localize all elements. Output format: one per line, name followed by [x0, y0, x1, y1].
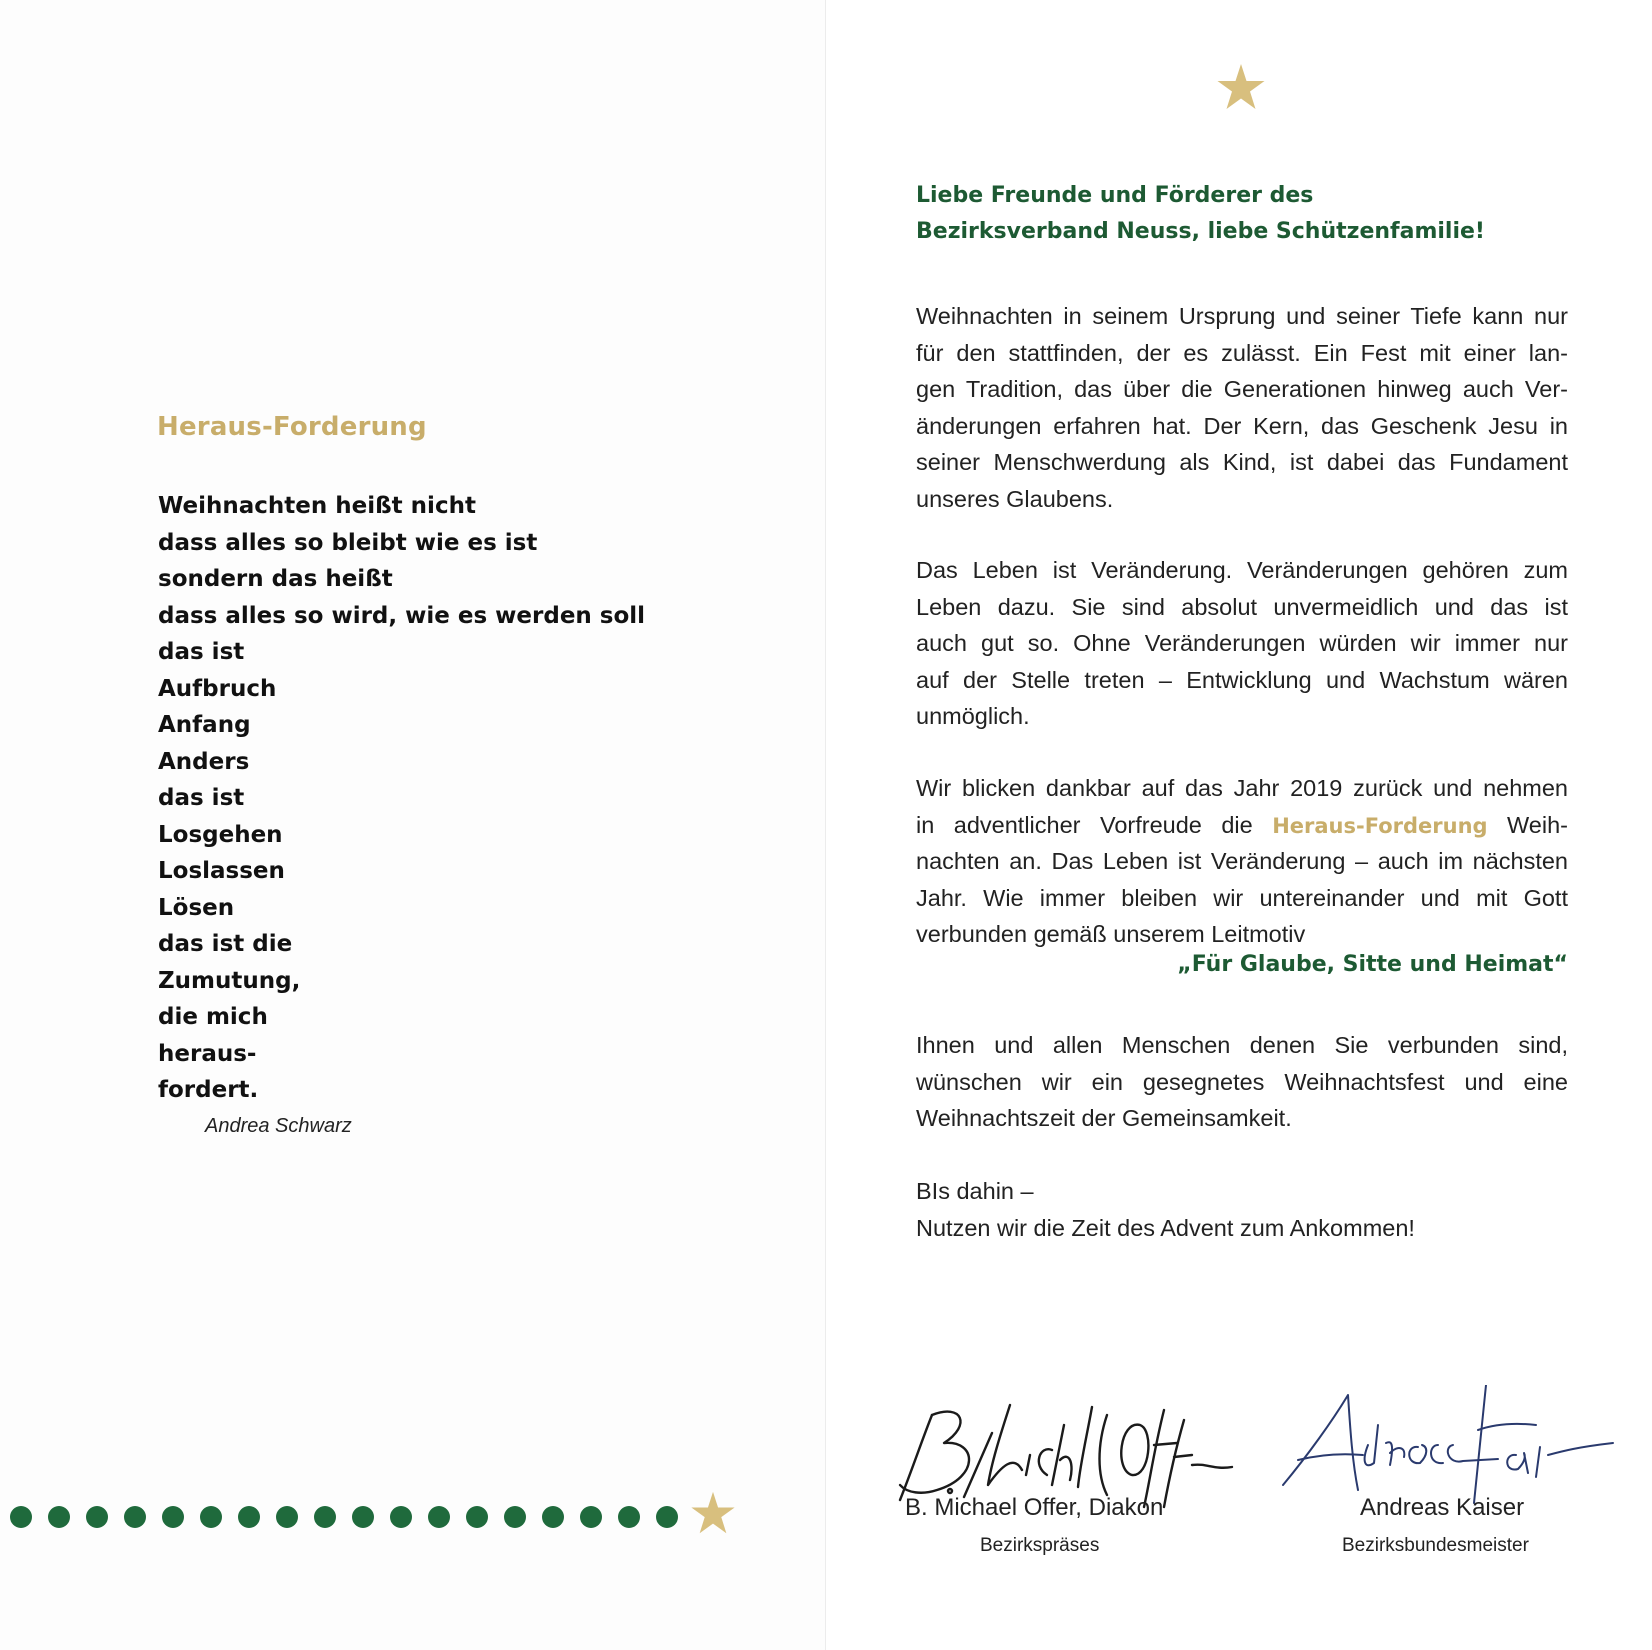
- dot: [580, 1506, 602, 1528]
- dot: [656, 1506, 678, 1528]
- poem-line: heraus-: [158, 1040, 257, 1067]
- dot: [200, 1506, 222, 1528]
- poem-line: das ist: [158, 785, 245, 811]
- poem-line: Anders: [158, 748, 250, 775]
- poem-line: Aufbruch: [158, 675, 277, 702]
- dot: [618, 1506, 640, 1528]
- signer-name: Andreas Kaiser: [1360, 1494, 1525, 1521]
- paragraph-line: seiner Menschwerdung als Kind, ist dabei das Fundament: [916, 449, 1568, 476]
- closing-line: BIs dahin –: [916, 1178, 1034, 1204]
- dot: [504, 1506, 526, 1528]
- dot: [352, 1506, 374, 1528]
- motto: „Für Glaube, Sitte und Heimat“: [1177, 952, 1568, 977]
- signer-role: Bezirkspräses: [980, 1535, 1100, 1556]
- fold-line: [825, 0, 826, 1650]
- paragraph-line: verbunden gemäß unserem Leitmotiv: [916, 921, 1306, 948]
- greeting-line-2: Bezirksverband Neuss, liebe Schützenfamilie!: [916, 219, 1485, 244]
- dot: [276, 1506, 298, 1528]
- paragraph-text: Weih-: [1487, 811, 1568, 838]
- poem-line: Lösen: [158, 894, 235, 921]
- paragraph-line: nachten an. Das Leben ist Veränderung – auch im nächsten: [916, 848, 1568, 875]
- signature-offer: [892, 1395, 1252, 1510]
- dot: [86, 1506, 108, 1528]
- dot-row: [10, 1502, 770, 1532]
- paragraph-line: gen Tradition, das über die Generationen hinweg auch Ver-: [916, 376, 1568, 403]
- paragraph-line: unseres Glaubens.: [916, 485, 1114, 512]
- heraus-forderung-highlight: Heraus-Forderung: [1272, 813, 1488, 838]
- paragraph-line: Wir blicken dankbar auf das Jahr 2019 zurück und nehmen: [916, 775, 1568, 801]
- dot: [466, 1506, 488, 1528]
- dot: [162, 1506, 184, 1528]
- dot: [542, 1506, 564, 1528]
- paragraph-line: auf der Stelle treten – Entwicklung und Wachstum wären: [916, 666, 1568, 693]
- letter-closing: [916, 1173, 1568, 1246]
- poem-line: Zumutung,: [158, 967, 301, 994]
- dot: [238, 1506, 260, 1528]
- dot: [48, 1506, 70, 1528]
- poem-author: Andrea Schwarz: [205, 1115, 352, 1137]
- poem-line: sondern das heißt: [158, 566, 393, 592]
- letter-paragraph-2: [916, 552, 1568, 735]
- letter-paragraph-4: [916, 1027, 1568, 1137]
- poem-line: das ist: [158, 639, 245, 665]
- greeting-line-1: Liebe Freunde und Förderer des: [916, 183, 1314, 208]
- signer-role: Bezirksbundesmeister: [1342, 1535, 1529, 1556]
- poem-line: Anfang: [158, 712, 251, 738]
- paragraph-line: wünschen wir ein gesegnetes Weihnachtsfest und eine: [916, 1068, 1568, 1095]
- paragraph-line: auch gut so. Ohne Veränderungen würden wir immer nur: [916, 630, 1568, 657]
- paragraph-line: Das Leben ist Veränderung. Veränderungen gehören zum: [916, 557, 1568, 583]
- signature-kaiser: [1278, 1385, 1618, 1510]
- paragraph-line: änderungen erfahren hat. Der Kern, das Geschenk Jesu in: [916, 412, 1568, 439]
- poem-line: die mich: [158, 1004, 268, 1030]
- paragraph-line: Ihnen und allen Menschen denen Sie verbunden sind,: [916, 1032, 1568, 1058]
- poem-line: dass alles so bleibt wie es ist: [158, 529, 538, 556]
- poem-line: Losgehen: [158, 821, 283, 848]
- closing-line: Nutzen wir die Zeit des Advent zum Ankommen!: [916, 1214, 1415, 1241]
- poem-line: das ist die: [158, 931, 293, 957]
- poem-line: Weihnachten heißt nicht: [158, 493, 476, 519]
- paragraph-text: in adventlicher Vorfreude die: [916, 811, 1273, 838]
- signer-name: B. Michael Offer, Diakon: [905, 1494, 1164, 1521]
- dot: [10, 1506, 32, 1528]
- star-icon: [690, 1490, 736, 1536]
- letter-paragraph-3: [916, 770, 1568, 953]
- greeting: [916, 178, 1596, 250]
- poem-line: fordert.: [158, 1077, 259, 1103]
- poem: [158, 488, 778, 1109]
- paragraph-line: [916, 807, 1568, 844]
- dot: [428, 1506, 450, 1528]
- dot: [390, 1506, 412, 1528]
- paragraph-line: Leben dazu. Sie sind absolut unvermeidlich und das ist: [916, 593, 1568, 620]
- star-icon: [1216, 62, 1266, 112]
- letter-paragraph-1: [916, 298, 1568, 518]
- poem-title: Heraus-Forderung: [157, 412, 427, 442]
- dot: [124, 1506, 146, 1528]
- paragraph-line: Weihnachten in seinem Ursprung und seiner Tiefe kann nur: [916, 303, 1568, 329]
- paragraph-line: Jahr. Wie immer bleiben wir untereinander und mit Gott: [916, 884, 1568, 911]
- paragraph-line: unmöglich.: [916, 703, 1030, 730]
- paragraph-line: für den stattfinden, der es zulässt. Ein Fest mit einer lan-: [916, 339, 1568, 366]
- paragraph-line: Weihnachtszeit der Gemeinsamkeit.: [916, 1105, 1292, 1132]
- poem-line: Loslassen: [158, 858, 285, 884]
- poem-line: dass alles so wird, wie es werden soll: [158, 602, 646, 629]
- dot: [314, 1506, 336, 1528]
